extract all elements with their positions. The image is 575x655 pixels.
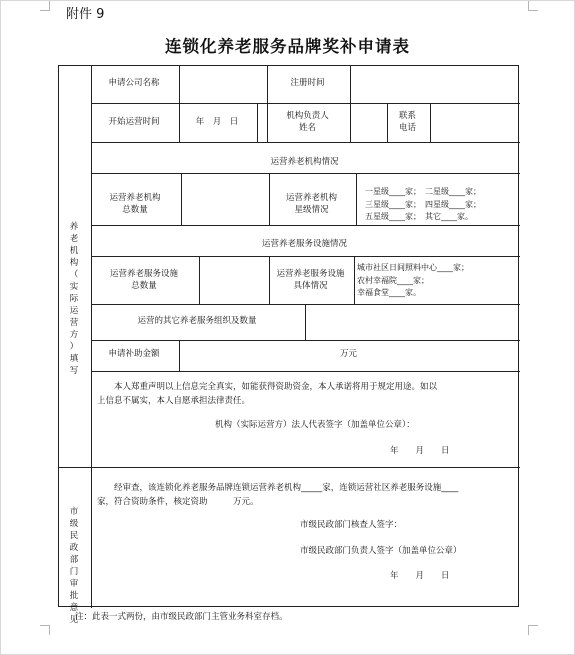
start-time-label: 开始运营时间 (108, 117, 160, 127)
left-label-approval: 市 级 民 政 部 门 审 批 意 见 (69, 507, 79, 625)
start-date-placeholder: 年 月 日 (195, 117, 239, 127)
crop-mark (528, 625, 538, 635)
declaration-date: 年 月 日 (390, 446, 450, 456)
registration-time-label: 注册时间 (290, 78, 325, 88)
contact-phone-label: 联系 电话 (398, 111, 416, 133)
left-label-applicant: 养 老 机 构 （ 实 际 运 营 方 ） 填 写 (69, 222, 79, 376)
company-name-label: 申请公司名称 (108, 78, 160, 88)
section-facility-heading: 运营养老服务设施情况 (261, 239, 347, 249)
document-title: 连锁化养老服务品牌奖补申请表 (165, 37, 410, 56)
crop-mark (40, 625, 50, 635)
declaration-text: 本人郑重声明以上信息完全真实，如能获得资助资金，本人承诺将用于规定用途。如以 上信息不属实，本人自愿承担法律责任。 (97, 382, 438, 406)
other-org-label: 运营的其它养老服务组织及数量 (137, 316, 257, 326)
facility-breakdown: 城市社区日间照料中心____家； 农村幸福院____家； 幸福食堂____家。 (357, 263, 469, 297)
facility-detail-label: 运营养老服务设施 具体情况 (276, 269, 345, 291)
org-count-label: 运营养老机构 总数量 (109, 193, 161, 215)
org-star-label: 运营养老机构 星级情况 (285, 193, 337, 215)
footer-note: 注：此表一式两份，由市级民政部门主管业务科室存档。 (75, 612, 288, 622)
org-head-label: 机构负责人 姓名 (286, 111, 329, 133)
head-signature-label: 市级民政部门负责人签字（加盖单位公章） (300, 546, 462, 556)
crop-mark (40, 1, 50, 11)
approval-date: 年 月 日 (390, 571, 450, 581)
subsidy-label: 申请补助金额 (108, 349, 160, 359)
section-org-heading: 运营养老机构情况 (270, 157, 339, 167)
reviewer-signature-label: 市级民政部门核查人签字： (300, 520, 403, 530)
legal-rep-signature-label: 机构（实际运营方）法人代表签字（加盖单位公章）： (215, 420, 415, 430)
annex-label: 附件 9 (66, 7, 105, 22)
crop-mark (528, 1, 538, 11)
subsidy-unit: 万元 (339, 349, 357, 359)
org-star-breakdown: 一星级____家； 二星级____家； 三星级____家； 四星级____家； 五星级____家； 其它____家。 (365, 187, 481, 221)
review-text: 经审查，该连锁化养老服务品牌连锁运营养老机构_____家，连锁运营社区养老服务设施____ 家，符合资助条件，核定资助 万元。 (97, 483, 459, 507)
application-form-table (58, 65, 519, 607)
facility-count-label: 运营养老服务设施 总数量 (109, 269, 178, 291)
